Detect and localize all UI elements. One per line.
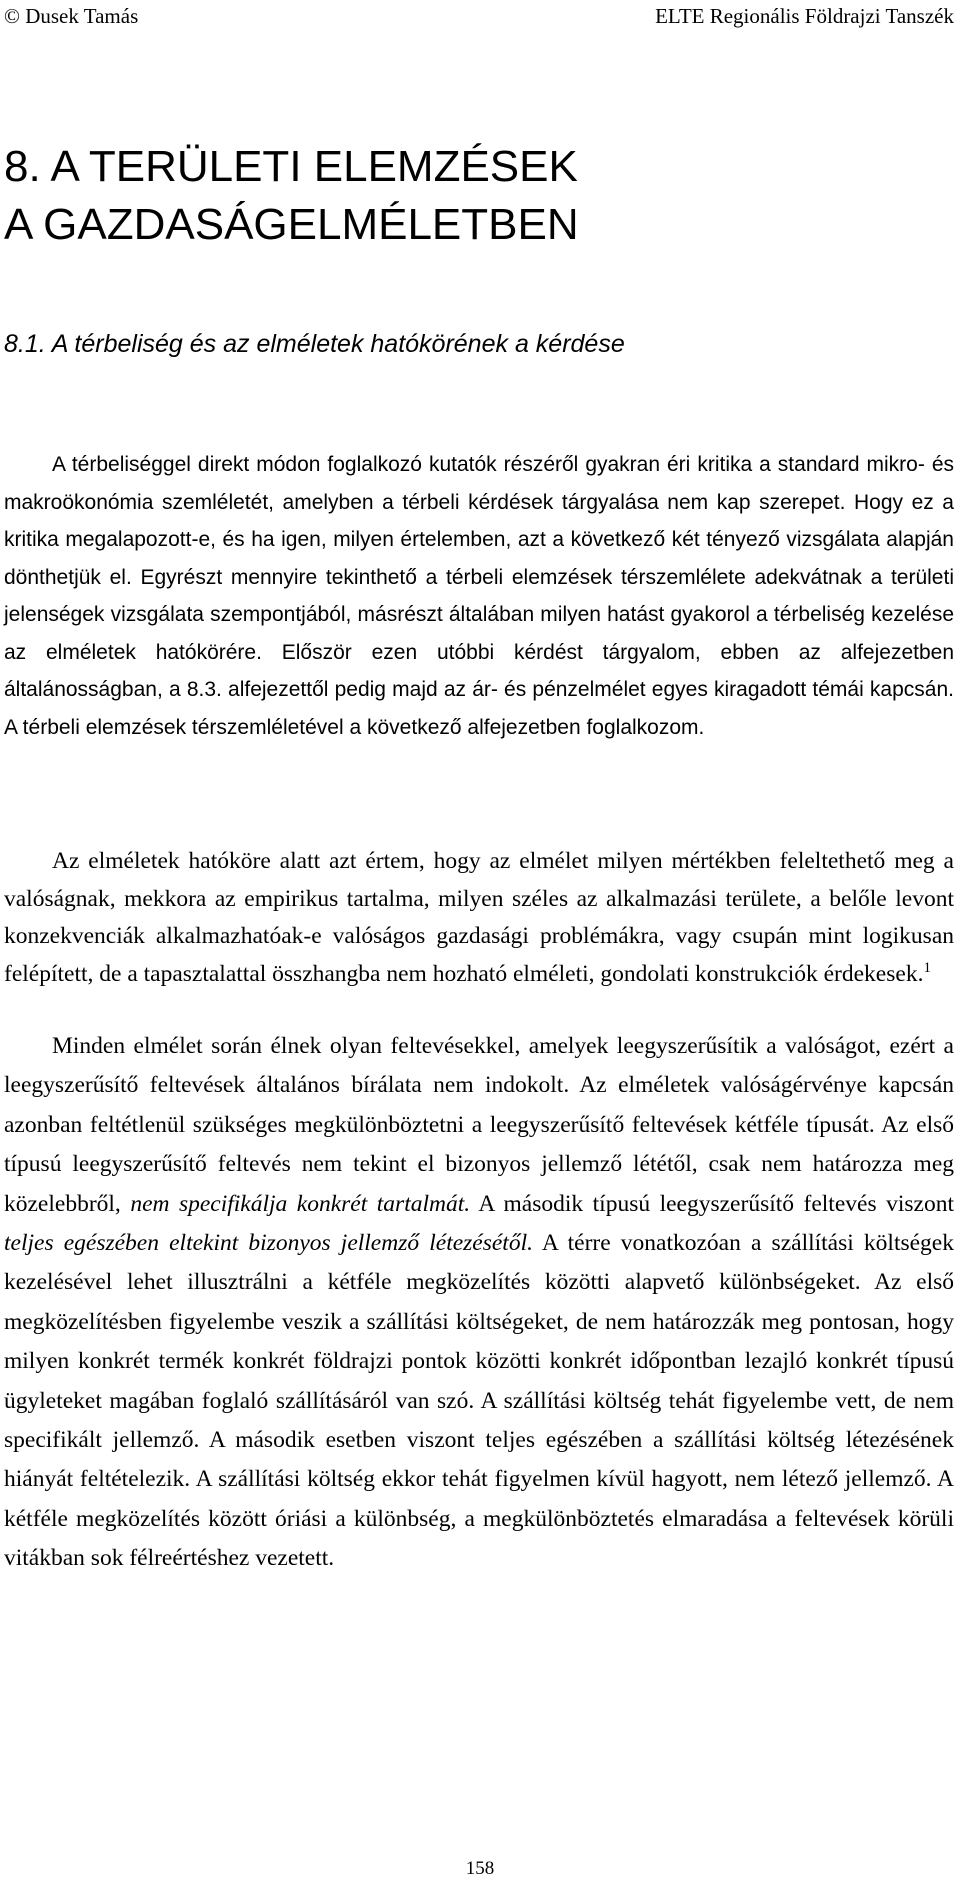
paragraph-3-text-a: Minden elmélet során élnek olyan feltevésekkel, amelyek leegyszerűsítik a valóságot, ezért a leegyszerűsítő feltevések általános bírálata nem indokolt. Az elméletek valóságérvénye kapcsán azonban feltétlenül szükséges megkülönböztetni a leegyszerűsítő feltevések kétféle típusát. Az első típusú leegyszerűsítő feltevés nem tekint el bizonyos jellemző lététől, csak nem határozza meg közelebbről,: [4, 1033, 954, 1217]
body-paragraph-1: [4, 446, 954, 746]
chapter-title-line1: 8. A TERÜLETI ELEMZÉSEK: [4, 142, 578, 191]
page-number: 158: [465, 1858, 495, 1879]
header-copyright: © Dusek Tamás: [4, 4, 139, 28]
paragraph-3-emphasis-2: teljes egészében eltekint bizonyos jellemző létezésétől.: [4, 1230, 533, 1257]
chapter-title: [4, 138, 579, 254]
paragraph-3-emphasis-1: nem specifikálja konkrét tartalmát.: [130, 1190, 471, 1217]
chapter-title-line2: A GAZDASÁGELMÉLETBEN: [4, 200, 579, 249]
header-department: ELTE Regionális Földrajzi Tanszék: [655, 4, 954, 28]
body-paragraph-2: [4, 843, 954, 993]
paragraph-2-text: Az elméletek hatóköre alatt azt értem, hogy az elmélet milyen mértékben feleltethető meg a valóságnak, mekkora az empirikus tartalma, milyen széles az alkalmazási területe, a belőle levont konzekvenciák alkalmazhatóak-e valóságos gazdasági problémákra, vagy csupán mint logikusan felépített, de a tapasztalattal összhangba nem hozható elméleti, gondolati konstrukciók érdekesek.: [4, 848, 954, 987]
footnote-reference[interactable]: 1: [923, 959, 931, 976]
paragraph-1-text: A térbeliséggel direkt módon foglalkozó kutatók részéről gyakran éri kritika a standard mikro- és makroökonómia szemléletét, amelyben a térbeli kérdések tárgyalása nem kap szerepet. Hogy ez a kritika megalapozott-e, és ha igen, milyen értelemben, azt a következő két tényező vizsgálata alapján dönthetjük el. Egyrészt mennyire tekinthető a térbeli elemzések térszemlélete adekvátnak a területi jelenségek vizsgálata szempontjából, másrészt általában milyen hatást gyakorol a térbeliség kezelése az elméletek hatókörére. Először ezen utóbbi kérdést tárgyalom, ebben az alfejezetben általánosságban, a 8.3. alfejezettől pedig majd az ár- és pénzelmélet egyes kiragadott témái kapcsán. A térbeli elemzések térszemléletével a következő alfejezetben foglalkozom.: [4, 453, 954, 739]
section-title: 8.1. A térbeliség és az elméletek hatókörének a kérdése: [4, 330, 625, 358]
body-paragraph-3: [4, 1027, 954, 1579]
paragraph-3-text-c: A térre vonatkozóan a szállítási költségek kezelésével lehet illusztrálni a kétféle megközelítés közötti alapvető különbségeket. Az első megközelítésben figyelembe veszik a szállítási költségeket, de nem határozzák meg pontosan, hogy milyen konkrét termék konkrét földrajzi pontok közötti konkrét időpontban lezajló konkrét típusú ügyleteket magában foglaló szállításáról van szó. A szállítási költség tehát figyelembe vett, de nem specifikált jellemző. A második esetben viszont teljes egészében a szállítási költség létezésének hiányát feltételezik. A szállítási költség ekkor tehát figyelmen kívül hagyott, nem létező jellemző. A kétféle megközelítés között óriási a különbség, a megkülönböztetés elmaradása a feltevések körüli vitákban sok félreértéshez vezetett.: [4, 1230, 954, 1572]
paragraph-3-text-b: A második típusú leegyszerűsítő feltevés viszont: [470, 1190, 954, 1217]
